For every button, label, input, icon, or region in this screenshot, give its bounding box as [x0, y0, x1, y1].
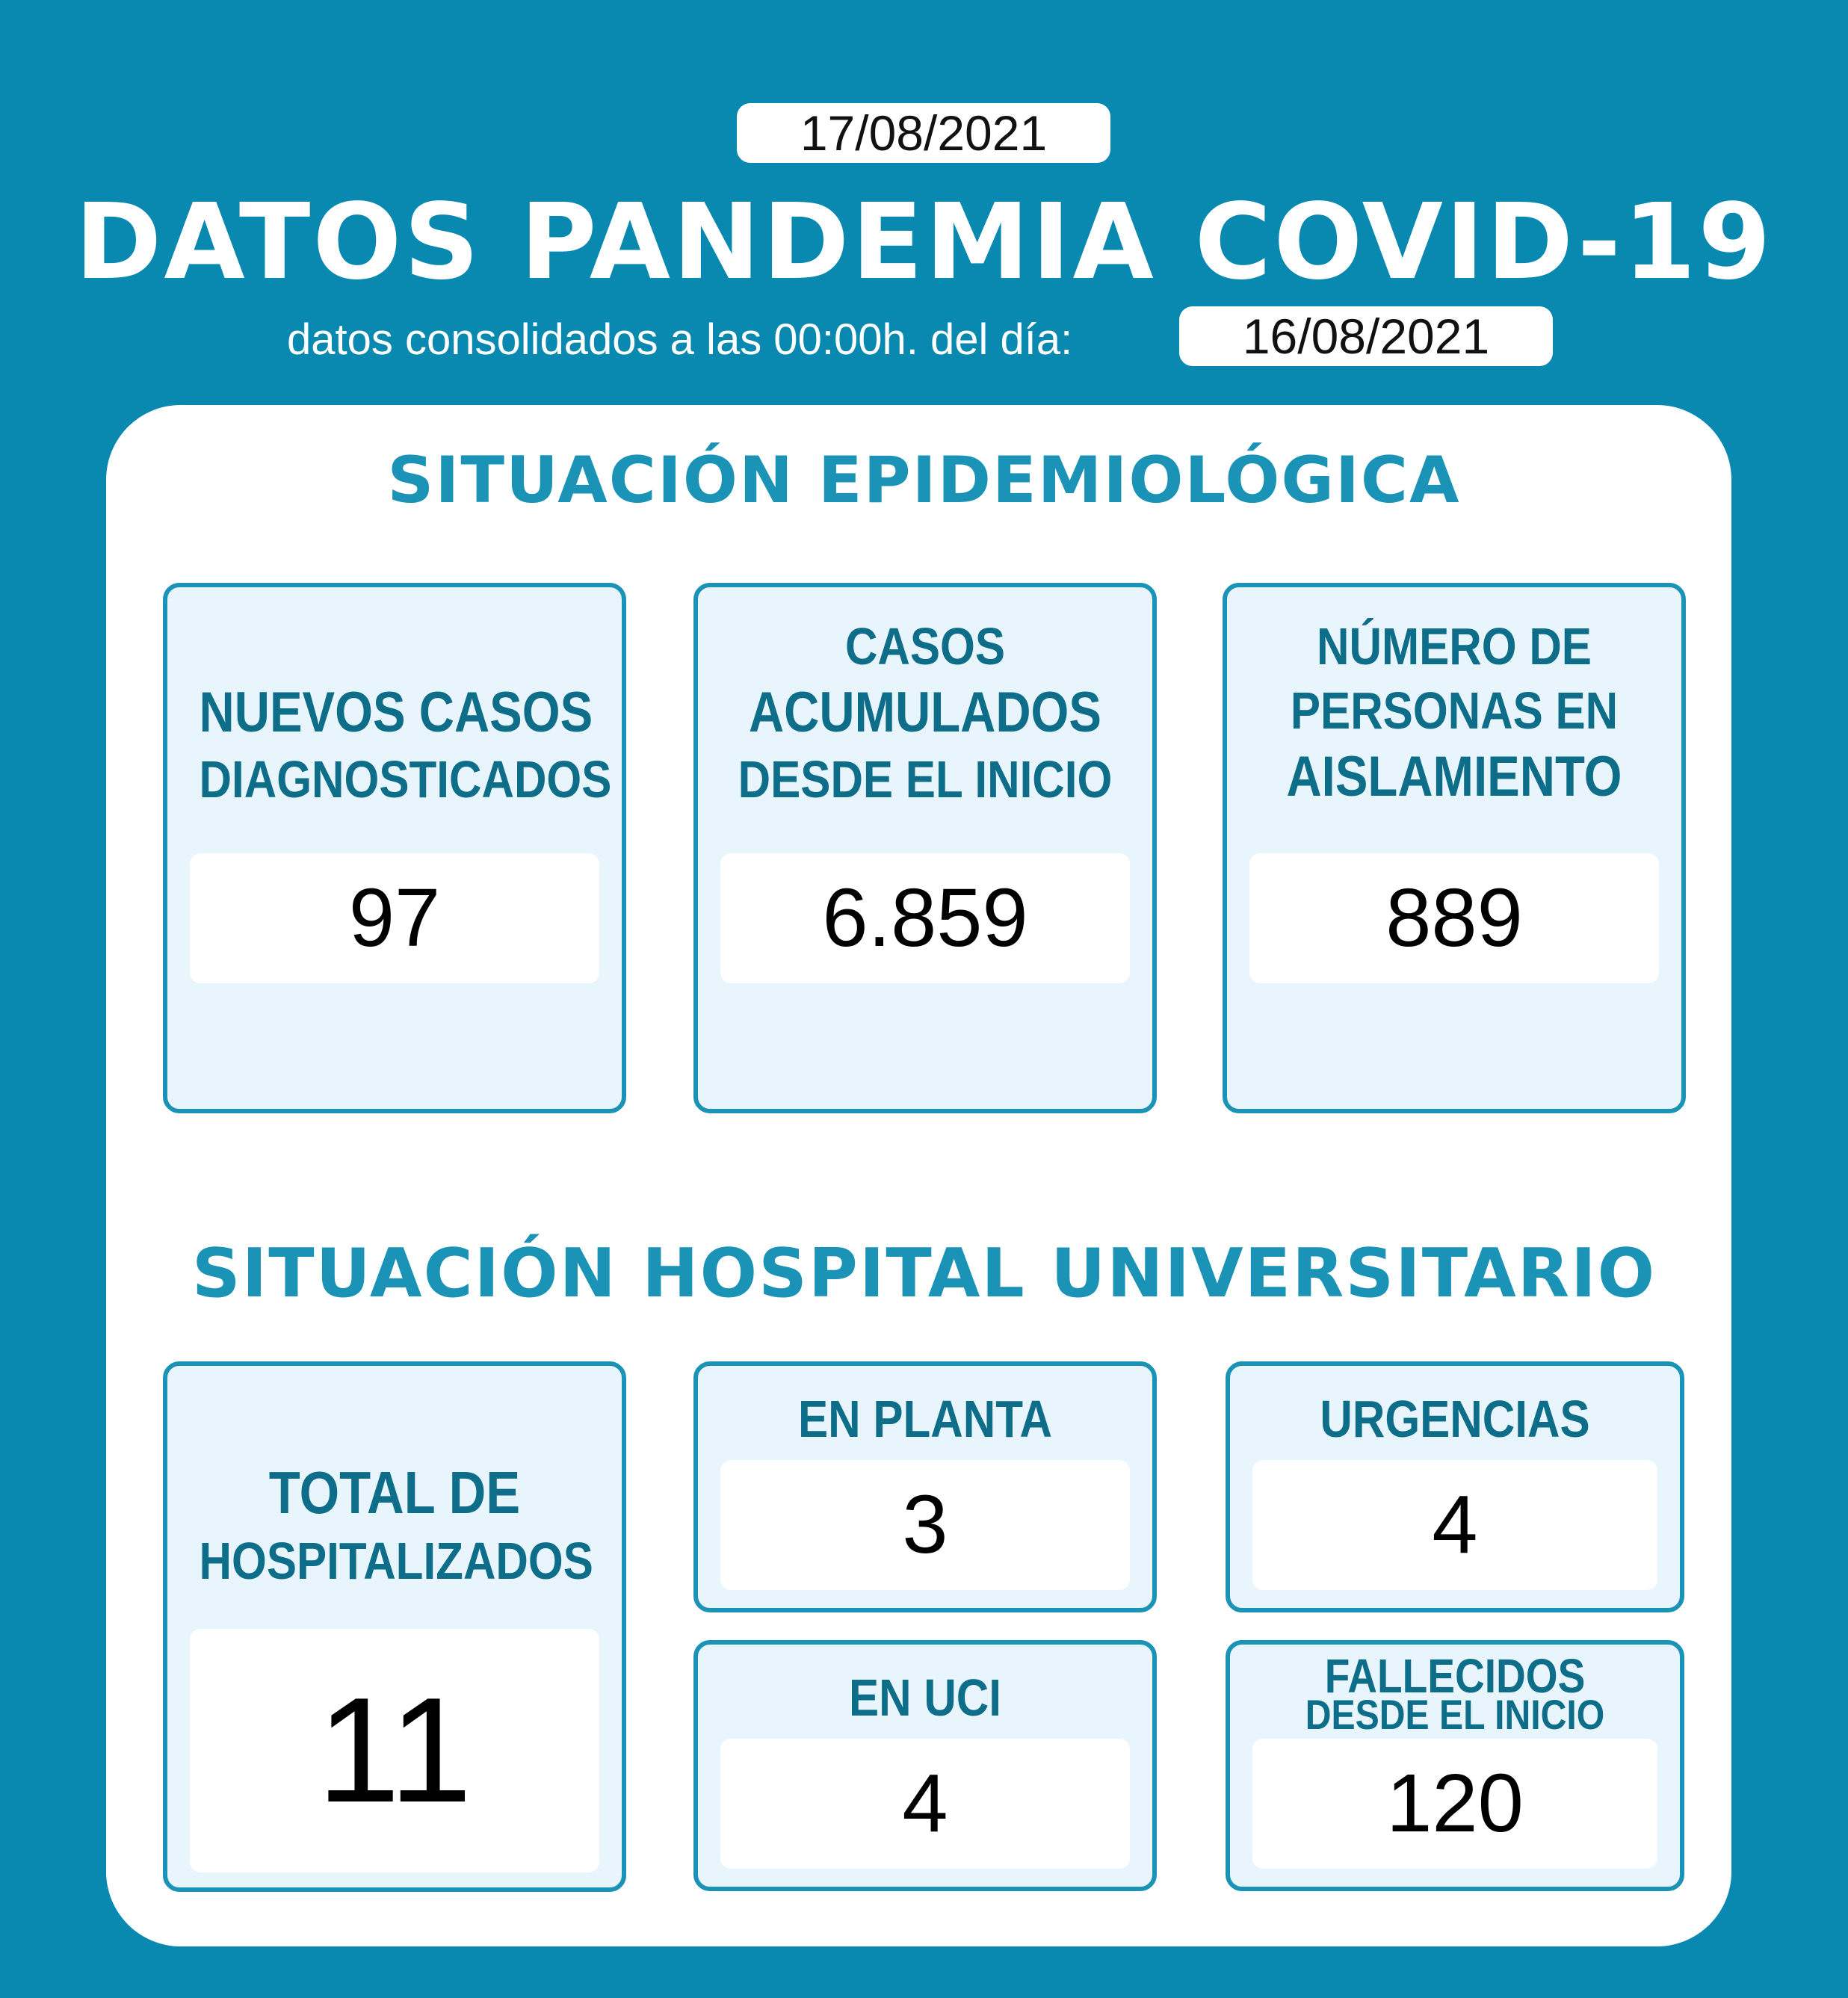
- ward-label: EN PLANTA: [797, 1390, 1052, 1448]
- cumulative-value-box: [720, 853, 1130, 983]
- icu-value: 4: [902, 1757, 948, 1849]
- total-value: 11: [317, 1667, 472, 1834]
- isolation-label-line3: AISLAMIENTO: [1286, 745, 1622, 808]
- icu-box: [693, 1640, 1157, 1891]
- icu-label: EN UCI: [848, 1668, 1002, 1727]
- cumulative-value: 6.859: [822, 872, 1028, 964]
- new-cases-label-line1: NUEVOS CASOS: [199, 681, 593, 744]
- deaths-label-line1: FALLECIDOS: [1324, 1649, 1586, 1703]
- emergency-value: 4: [1432, 1479, 1478, 1571]
- page-title: DATOS PANDEMIA COVID-19: [75, 182, 1773, 303]
- icu-value-box: [720, 1739, 1130, 1869]
- new-cases-value-box: [190, 853, 599, 983]
- ward-box: [693, 1361, 1157, 1612]
- isolation-label-line1: NÚMERO DE: [1317, 617, 1592, 675]
- new-cases-value: 97: [348, 872, 441, 964]
- total-label-line1: TOTAL DE: [268, 1459, 521, 1526]
- deaths-label-line2: DESDE EL INICIO: [1305, 1691, 1605, 1738]
- emergency-label: URGENCIAS: [1320, 1390, 1590, 1448]
- hospital-heading: SITUACIÓN HOSPITAL UNIVERSITARIO: [191, 1234, 1657, 1313]
- new-cases-label-line2: DIAGNOSTICADOS: [199, 750, 612, 808]
- new-cases-box: [163, 583, 626, 1113]
- epidemiological-heading: SITUACIÓN EPIDEMIOLÓGICA: [387, 443, 1461, 518]
- deaths-value: 120: [1386, 1757, 1524, 1849]
- ward-value-box: [720, 1460, 1130, 1590]
- total-value-box: [190, 1629, 599, 1872]
- emergency-value-box: [1252, 1460, 1657, 1590]
- isolation-label-line2: PERSONAS EN: [1290, 681, 1619, 740]
- subtitle-text: datos consolidados a las 00:00h. del día:: [287, 315, 1073, 364]
- emergency-box: [1226, 1361, 1684, 1612]
- deaths-box: [1226, 1640, 1684, 1891]
- isolation-value: 889: [1385, 872, 1523, 964]
- cumulative-cases-box: [693, 583, 1157, 1113]
- deaths-value-box: [1252, 1739, 1657, 1869]
- report-date-badge: [737, 103, 1110, 163]
- consolidated-date-badge: [1179, 306, 1553, 366]
- cumulative-label-line1: CASOS: [844, 617, 1006, 675]
- isolation-value-box: [1249, 853, 1659, 983]
- isolation-box: [1223, 583, 1686, 1113]
- cumulative-label-line2: ACUMULADOS: [748, 681, 1102, 744]
- consolidated-date: 16/08/2021: [1242, 309, 1490, 364]
- ward-value: 3: [902, 1479, 948, 1571]
- total-label-line2: HOSPITALIZADOS: [199, 1532, 593, 1590]
- total-hospitalized-box: [163, 1361, 626, 1892]
- cumulative-label-line3: DESDE EL INICIO: [738, 750, 1113, 808]
- report-date: 17/08/2021: [800, 105, 1048, 161]
